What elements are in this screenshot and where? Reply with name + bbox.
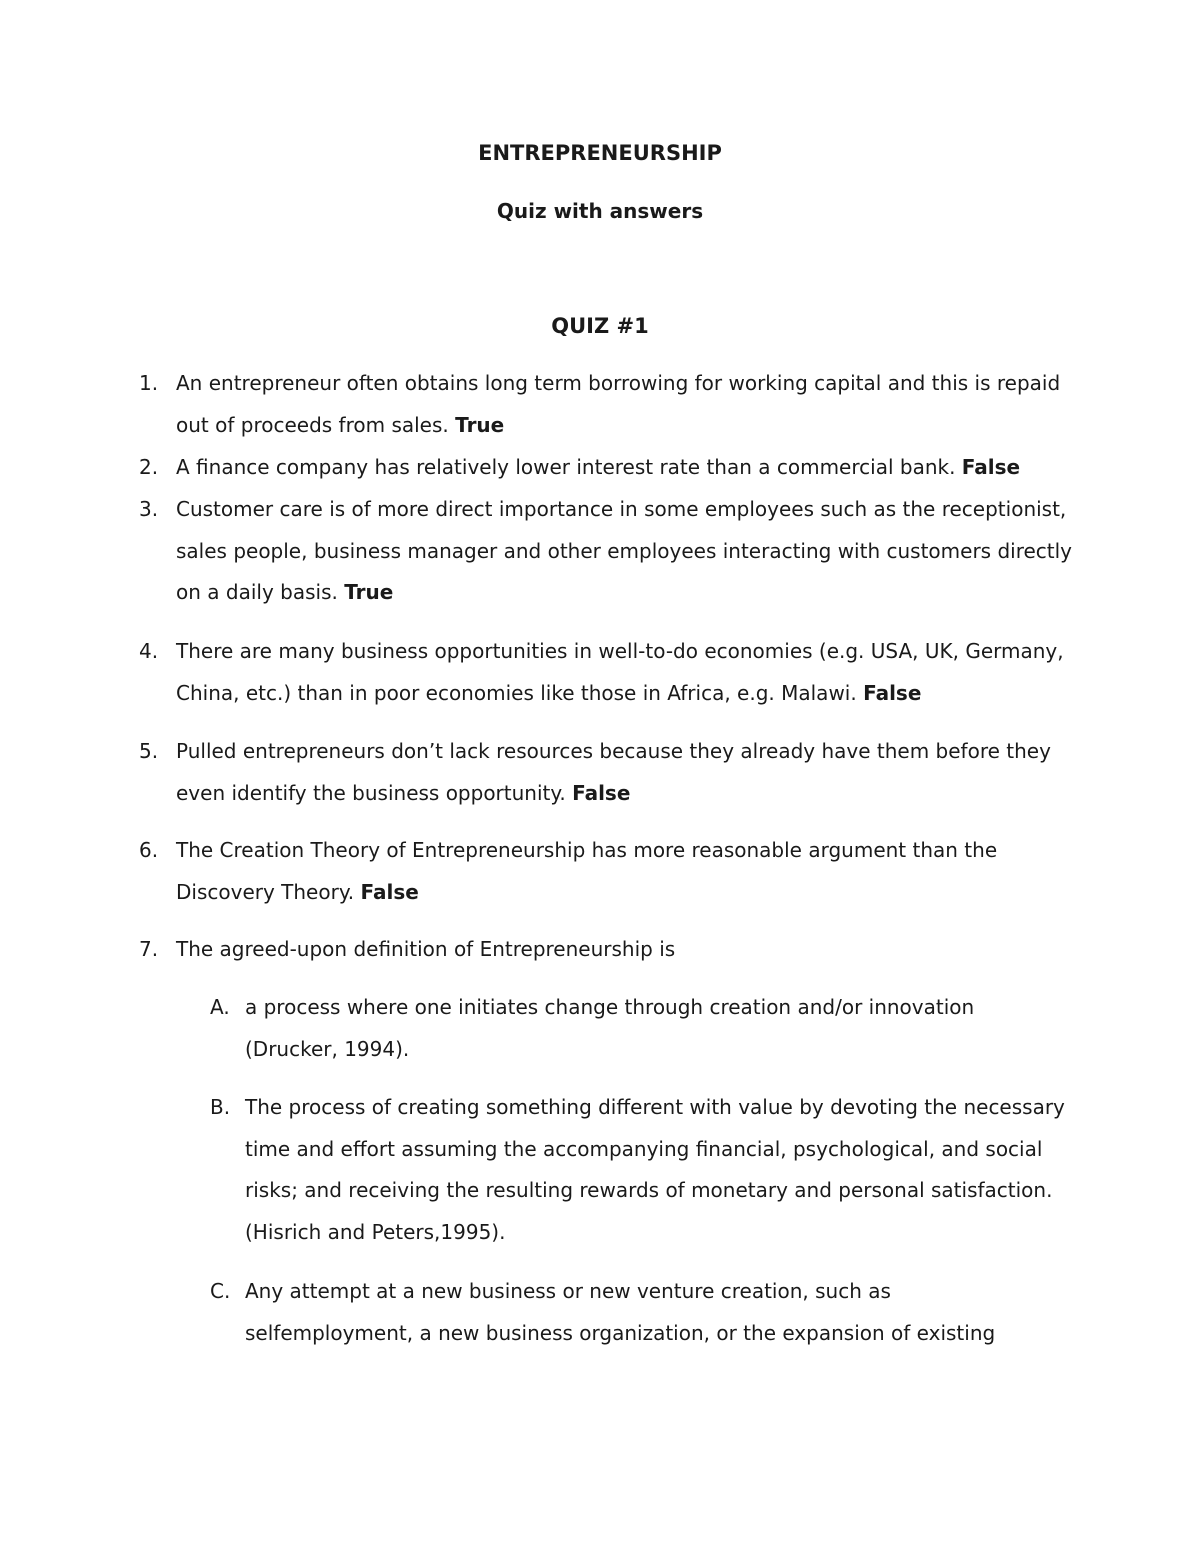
question-number: 4.: [139, 639, 159, 663]
question-text: There are many business opportunities in well-to-do economies (e.g. USA, UK, Germany, China, etc.) than in poor economies like those in Africa, e.g. Malawi.: [176, 639, 1064, 705]
option-label: C.: [210, 1279, 231, 1303]
question-answer: False: [961, 455, 1021, 479]
question-answer: False: [572, 780, 631, 805]
answer-option: [210, 1087, 1065, 1254]
question-text: A finance company has relatively lower interest rate than a commercial bank.: [176, 455, 962, 479]
option-label: A.: [210, 995, 230, 1019]
question-answer: False: [360, 879, 419, 904]
question-item: [139, 631, 1076, 714]
question-number: 7.: [139, 937, 159, 961]
question-item: [139, 363, 1076, 446]
question-number: 3.: [139, 497, 159, 521]
question-text: Pulled entrepreneurs don’t lack resources because they already have them before they even identify the business opportunity.: [176, 739, 1051, 805]
question-answer: True: [455, 412, 505, 437]
document-title: ENTREPRENEURSHIP: [478, 141, 722, 165]
document-subtitle: Quiz with answers: [496, 199, 704, 223]
answer-option: [210, 1271, 1065, 1354]
option-label: B.: [210, 1095, 231, 1119]
answer-option: [210, 987, 1065, 1070]
question-text: Customer care is of more direct importance in some employees such as the receptionist, sales people, business manager and other employees interacting with customers directly on a daily basis.: [176, 497, 1073, 605]
question-answer: False: [863, 680, 922, 705]
question-text: The Creation Theory of Entrepreneurship has more reasonable argument than the Discovery Theory.: [176, 838, 998, 904]
option-text: Any attempt at a new business or new venture creation, such as selfemployment, a new business organization, or the expansion of existing: [245, 1279, 996, 1345]
question-item: [139, 489, 1076, 614]
question-text: The agreed-upon definition of Entrepreneurship is: [176, 937, 676, 961]
question-number: 1.: [139, 371, 159, 395]
option-text: The process of creating something different with value by devoting the necessary time and effort assuming the accompanying financial, psychological, and social risks; and receiving the resulting rewards of monetary and personal satisfaction. (Hisrich and Peters,1995).: [245, 1095, 1065, 1245]
question-item: [139, 830, 1076, 913]
quiz-heading: QUIZ #1: [551, 314, 649, 338]
question-answer: True: [344, 580, 394, 605]
question-number: 2.: [139, 455, 159, 479]
question-number: 5.: [139, 739, 159, 763]
question-item: [139, 447, 1076, 489]
question-item: [139, 731, 1076, 814]
question-text: An entrepreneur often obtains long term borrowing for working capital and this is repaid out of proceeds from sales.: [176, 371, 1061, 437]
question-number: 6.: [139, 838, 159, 862]
question-item: [139, 929, 1076, 971]
option-text: a process where one initiates change through creation and/or innovation (Drucker, 1994).: [245, 995, 975, 1061]
